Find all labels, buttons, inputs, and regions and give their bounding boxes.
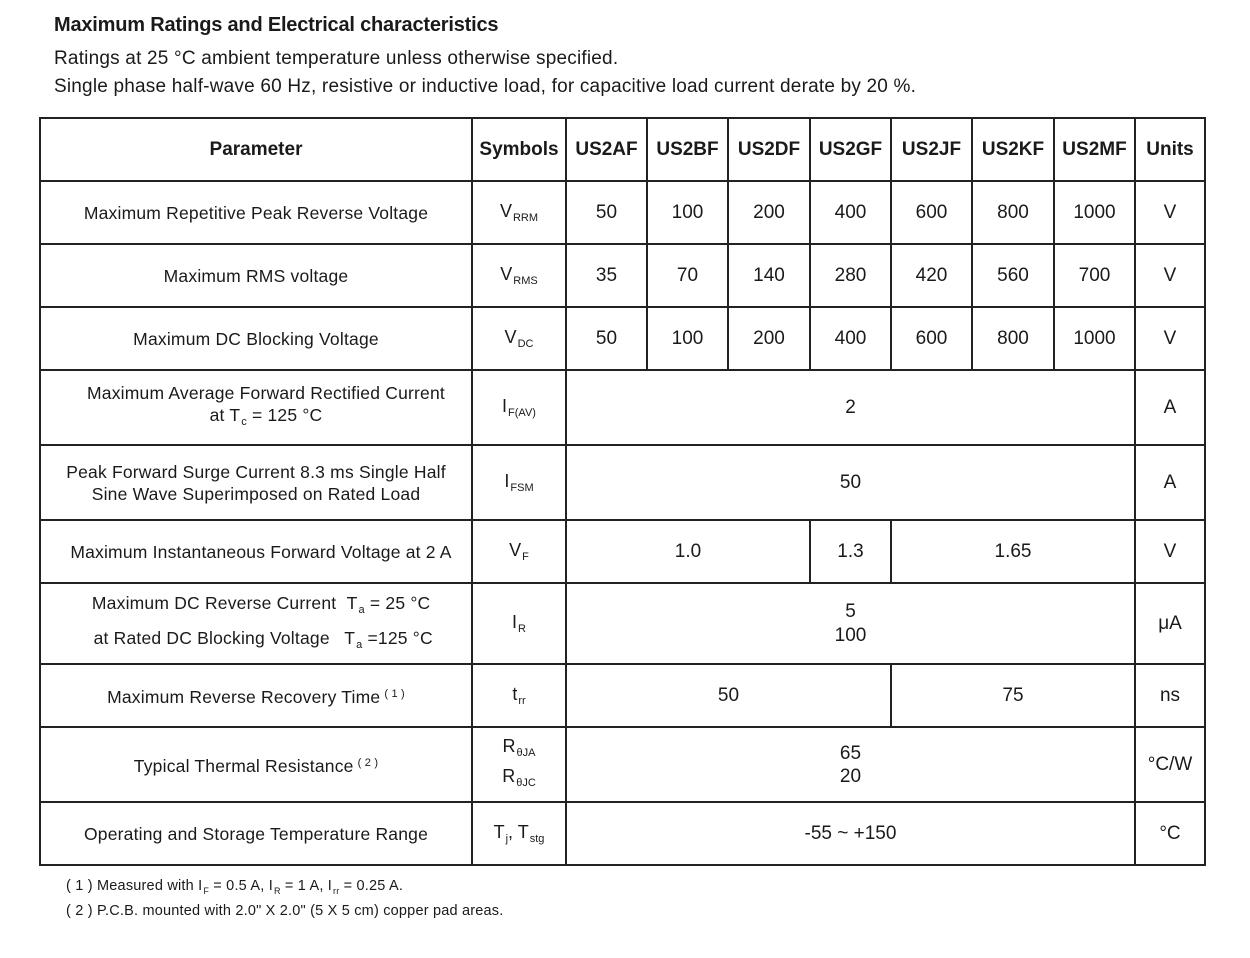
unit-cell: V [1135, 244, 1205, 307]
value-cell: 100 [647, 181, 728, 244]
symbol-cell: $V_{RRM}$ [472, 181, 566, 244]
symbol-cell: $t_{rr}$ [472, 664, 566, 727]
symbol-cell: $T_j$, $T_{stg}$ [472, 802, 566, 865]
param-label: Operating and Storage Temperature Range [40, 802, 472, 865]
row-vrms [40, 244, 1205, 307]
symbol-cell: $V_F$ [472, 520, 566, 583]
param-label: Peak Forward Surge Current 8.3 ms Single Half Sine Wave Superimposed on Rated Load [40, 445, 472, 520]
note-load: Single phase half-wave 60 Hz, resistive or inductive load, for capacitive load current derate by 20 %. [54, 76, 917, 97]
param-label: Typical Thermal Resistance $^{( 2 )}$ [40, 727, 472, 802]
value-cell: 65 20 [566, 727, 1135, 802]
unit-cell: V [1135, 520, 1205, 583]
value-cell: 140 [728, 244, 810, 307]
ratings-table [39, 117, 1206, 866]
param-label: Maximum RMS voltage [40, 244, 472, 307]
symbol-cell: $I_R$ [472, 583, 566, 664]
unit-cell: °C [1135, 802, 1205, 865]
header-part: US2MF [1054, 118, 1135, 181]
value-cell: 420 [891, 244, 972, 307]
row-temp [40, 802, 1205, 865]
param-label: Maximum Instantaneous Forward Voltage at 2 A [40, 520, 472, 583]
row-vrrm [40, 181, 1205, 244]
param-label: Maximum Repetitive Peak Reverse Voltage [40, 181, 472, 244]
param-label: Maximum DC Blocking Voltage [40, 307, 472, 370]
footnote-1: ( 1 ) Measured with $I_F = 0.5$ A, $I_R = 1$ A, $I_{rr} = 0.25$ A. [66, 878, 404, 896]
header-part: US2KF [972, 118, 1054, 181]
value-cell: 1.0 [566, 520, 810, 583]
value-cell: 2 [566, 370, 1135, 445]
row-rth [40, 727, 1205, 802]
header-symbols: Symbols [472, 118, 566, 181]
unit-cell: A [1135, 370, 1205, 445]
value-cell: 75 [891, 664, 1135, 727]
value-cell: 35 [566, 244, 647, 307]
value-cell: 800 [972, 307, 1054, 370]
header-row [40, 118, 1205, 181]
symbol-cell: $V_{DC}$ [472, 307, 566, 370]
unit-cell: °C/W [1135, 727, 1205, 802]
value-cell: 50 [566, 181, 647, 244]
page-title: Maximum Ratings and Electrical characteristics [54, 14, 499, 36]
value-cell: 100 [647, 307, 728, 370]
value-cell: 280 [810, 244, 891, 307]
unit-cell: V [1135, 307, 1205, 370]
header-units: Units [1135, 118, 1205, 181]
row-ifsm [40, 445, 1205, 520]
note-ambient: Ratings at 25 °C ambient temperature unless otherwise specified. [54, 48, 619, 69]
value-cell: 400 [810, 307, 891, 370]
row-ir [40, 583, 1205, 664]
row-ifav [40, 370, 1205, 445]
param-label: Maximum Average Forward Rectified Current at $T_c = 125$ °C [40, 370, 472, 445]
value-cell: 70 [647, 244, 728, 307]
value-cell: -55 ~ +150 [566, 802, 1135, 865]
param-label: Maximum DC Reverse Current $T_a = 25$ °C at Rated DC Blocking Voltage $T_a =125$ °C [40, 583, 472, 664]
row-trr [40, 664, 1205, 727]
value-cell: 800 [972, 181, 1054, 244]
row-vdc [40, 307, 1205, 370]
value-cell: 1.3 [810, 520, 891, 583]
value-cell: 1000 [1054, 181, 1135, 244]
value-cell: 600 [891, 181, 972, 244]
symbol-cell: $R_{\theta JA}$ $R_{\theta JC}$ [472, 727, 566, 802]
value-cell: 560 [972, 244, 1054, 307]
symbol-cell: $I_{F(AV)}$ [472, 370, 566, 445]
footnote-2: ( 2 ) P.C.B. mounted with 2.0" X 2.0" (5 X 5 cm) copper pad areas. [66, 903, 504, 919]
header-part: US2BF [647, 118, 728, 181]
value-cell: 50 [566, 664, 891, 727]
value-cell: 50 [566, 307, 647, 370]
value-cell: 400 [810, 181, 891, 244]
param-label: Maximum Reverse Recovery Time $^{( 1 )}$ [40, 664, 472, 727]
header-part: US2DF [728, 118, 810, 181]
value-cell: 1000 [1054, 307, 1135, 370]
symbol-cell: $V_{RMS}$ [472, 244, 566, 307]
value-cell: 50 [566, 445, 1135, 520]
header-part: US2JF [891, 118, 972, 181]
value-cell: 600 [891, 307, 972, 370]
header-parameter: Parameter [40, 118, 472, 181]
value-cell: 200 [728, 181, 810, 244]
value-cell: 5 100 [566, 583, 1135, 664]
unit-cell: ns [1135, 664, 1205, 727]
unit-cell: μA [1135, 583, 1205, 664]
value-cell: 700 [1054, 244, 1135, 307]
value-cell: 1.65 [891, 520, 1135, 583]
header-part: US2AF [566, 118, 647, 181]
row-vf [40, 520, 1205, 583]
unit-cell: V [1135, 181, 1205, 244]
header-part: US2GF [810, 118, 891, 181]
unit-cell: A [1135, 445, 1205, 520]
value-cell: 200 [728, 307, 810, 370]
symbol-cell: $I_{FSM}$ [472, 445, 566, 520]
